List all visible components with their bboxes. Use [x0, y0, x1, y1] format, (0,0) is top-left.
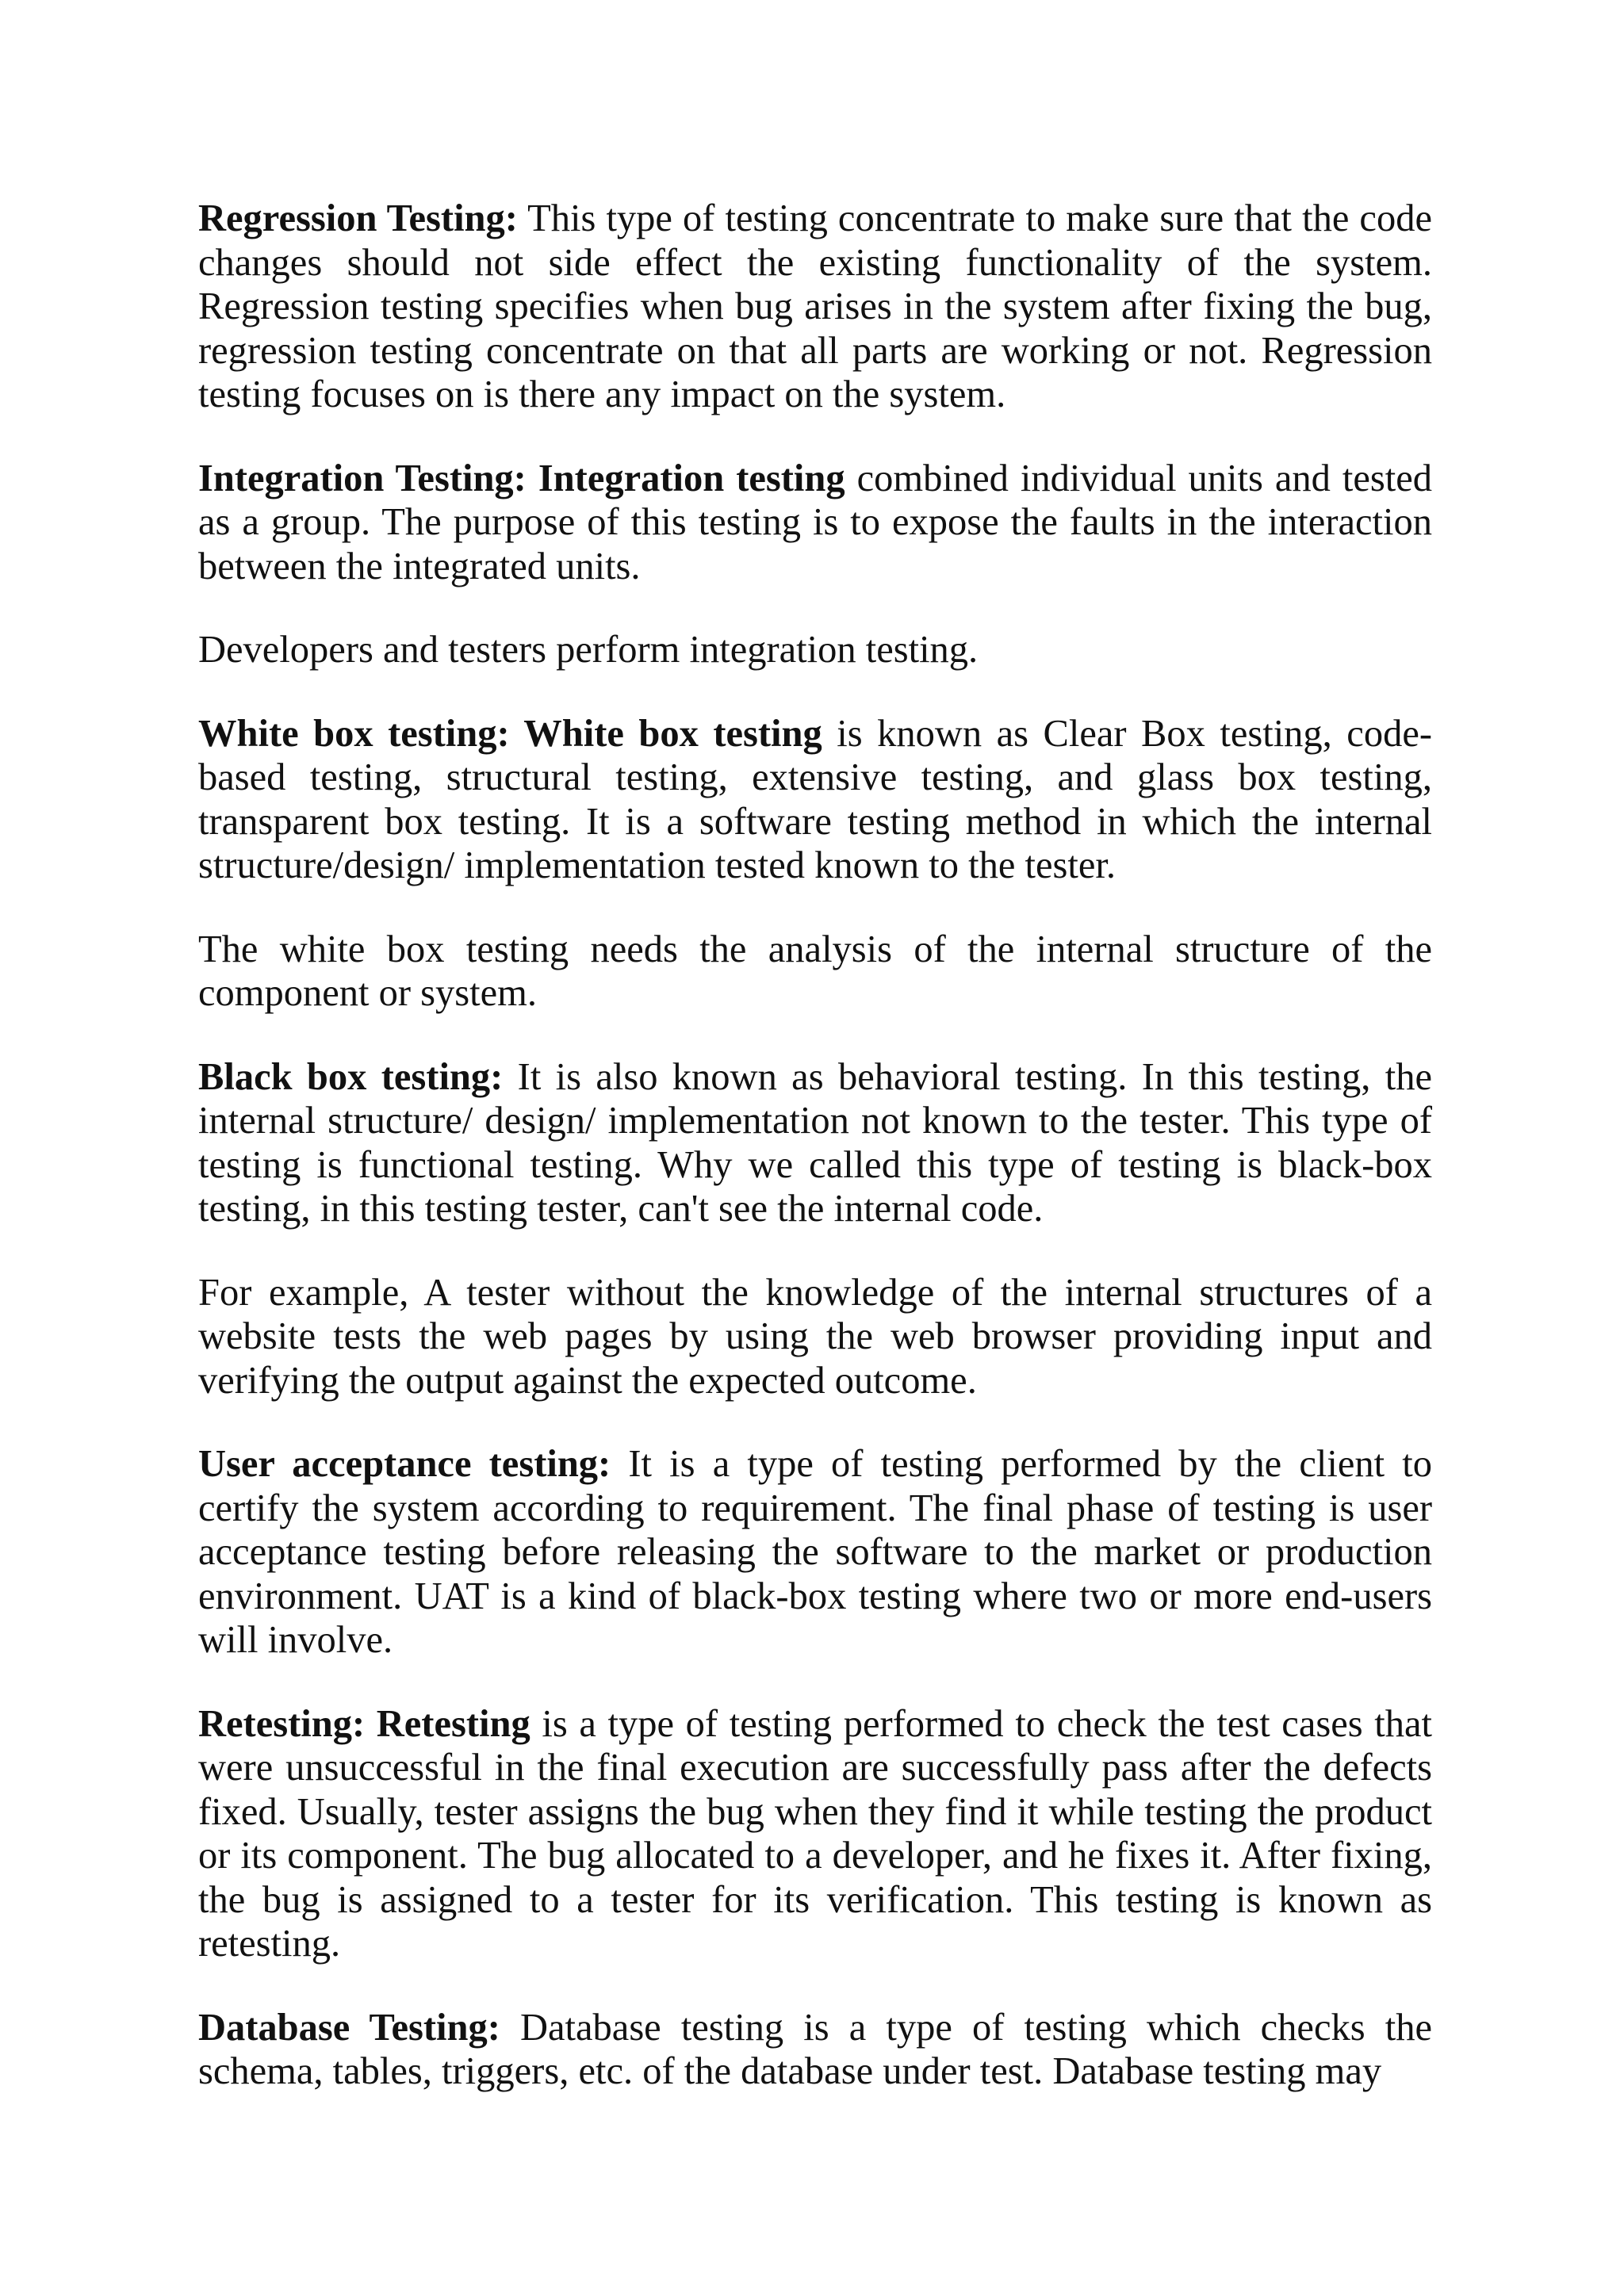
- document-page: [198, 197, 1432, 2133]
- paragraph-regression-testing: [198, 197, 1432, 417]
- term-heading: Black box testing:: [198, 1055, 504, 1098]
- paragraph-black-box-testing: [198, 1055, 1432, 1231]
- term-heading: Retesting:: [198, 1702, 366, 1745]
- paragraph-body: For example, A tester without the knowledge of the internal structures of a website tests the web pages by using the web browser providing input and verifying the output against the expected outcome.: [198, 1271, 1432, 1402]
- paragraph-database-testing: [198, 2006, 1432, 2094]
- paragraph-white-box-analysis: [198, 928, 1432, 1016]
- paragraph-black-box-example: [198, 1271, 1432, 1403]
- paragraph-body: The white box testing needs the analysis of the internal structure of the component or system.: [198, 928, 1432, 1014]
- term-heading: Integration Testing:: [198, 457, 527, 499]
- term-inline-bold: Retesting: [365, 1702, 530, 1745]
- paragraph-body: It is a type of testing performed by the client to certify the system according to requirement. The final phase of testing is user acceptance testing before releasing the software to the market or production environment. UAT is a kind of black-box testing where two or more end-users will involve.: [198, 1443, 1432, 1661]
- term-heading: User acceptance testing:: [198, 1443, 611, 1485]
- paragraph-white-box-testing: [198, 712, 1432, 888]
- term-heading: Regression Testing:: [198, 197, 518, 239]
- paragraph-body: is known as Clear Box testing, code-based testing, structural testing, extensive testing, and glass box testing, transparent box testing. It is a software testing method in which the internal structure/design/ implementation tested known to the tester.: [198, 712, 1433, 886]
- term-inline-bold: White box testing: [509, 712, 822, 755]
- paragraph-retesting: [198, 1702, 1432, 1966]
- term-heading: Database Testing:: [198, 2006, 500, 2049]
- paragraph-user-acceptance-testing: [198, 1442, 1432, 1663]
- term-inline-bold: Integration testing: [526, 457, 845, 499]
- paragraph-body: combined individual units and tested as a group. The purpose of this testing is to expose the faults in the interaction between the integrated units.: [198, 457, 1432, 587]
- paragraph-body: This type of testing concentrate to make sure that the code changes should not side effect the existing functionality of the system. Regression testing specifies when bug arises in the system after fixing the bug, regression testing concentrate on that all parts are working or not. Regression testing focuses on is there any impact on the system.: [198, 197, 1432, 415]
- paragraph-body: is a type of testing performed to check the test cases that were unsuccessful in the final execution are successfully pass after the defects fixed. Usually, tester assigns the bug when they find it while testing the product or its component. The bug allocated to a developer, and he fixes it. After fixing, the bug is assigned to a tester for its verification. This testing is known as retesting.: [198, 1702, 1433, 1965]
- paragraph-body: It is also known as behavioral testing. In this testing, the internal structure/ design/ implementation not known to the tester. This type of testing is functional testing. Why we called this type of testing is black-box testing, in this testing tester, can't see the internal code.: [198, 1055, 1432, 1230]
- paragraph-body: Developers and testers perform integration testing.: [198, 629, 979, 671]
- paragraph-integration-performers: [198, 628, 1432, 672]
- term-heading: White box testing:: [198, 712, 510, 755]
- paragraph-body: Database testing is a type of testing which checks the schema, tables, triggers, etc. of the database under test. Database testing may: [198, 2006, 1432, 2092]
- paragraph-integration-testing: [198, 457, 1432, 589]
